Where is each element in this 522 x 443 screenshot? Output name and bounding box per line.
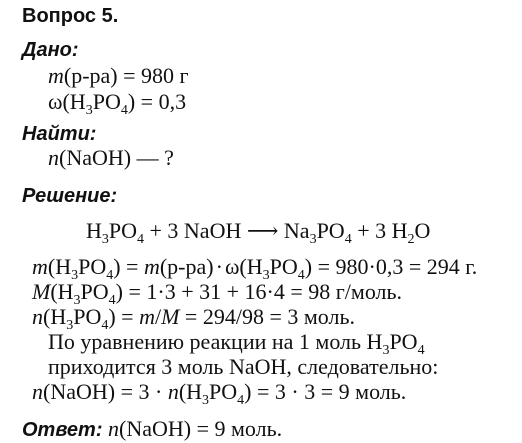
solution-line-moles-acid: $n(H_3PO_4) = m/M = 294/98 = 3$ моль. — [32, 304, 355, 333]
solution-line-moles-naoh: n(NaOH) = $3 \cdot n(H_3PO_4) = 3 \cdot 3 = 9$ моль. — [32, 379, 407, 408]
answer-line: Ответ: n(NaOH) = 9 моль. — [22, 416, 283, 441]
question-title: Вопрос 5. — [22, 5, 119, 27]
reaction-equation: $H_3PO_4 + 3$ NaOH ⟶ $Na_3PO_4 + 3$ $H_2O$ — [86, 218, 431, 247]
given-heading: Дано: — [22, 39, 79, 61]
find-target: n(NaOH) — ? — [48, 145, 174, 170]
given-mass-solution: m(р-ра) = 980 г — [48, 63, 189, 88]
solution-text-2: приходится 3 моль NaOH, следовательно: — [48, 354, 439, 379]
solution-heading: Решение: — [22, 185, 118, 207]
given-mass-fraction: $\omega(H_3PO_4) = 0,3$ — [48, 89, 187, 118]
solution-line-molar-mass: $M(H_3PO_4) = 1\cdot 3 + 31 + 16\cdot 4 = 98$ г/моль. — [32, 279, 403, 308]
find-heading: Найти: — [22, 123, 97, 145]
solution-line-mass-acid: $m(H_3PO_4) = m(р-ра)\cdot\omega(H_3PO_4) = 980\cdot 0,3 = 294$ г. — [32, 254, 478, 283]
solution-text-1: По уравнению реакции на 1 моль $H_3PO_4$ — [48, 329, 425, 358]
